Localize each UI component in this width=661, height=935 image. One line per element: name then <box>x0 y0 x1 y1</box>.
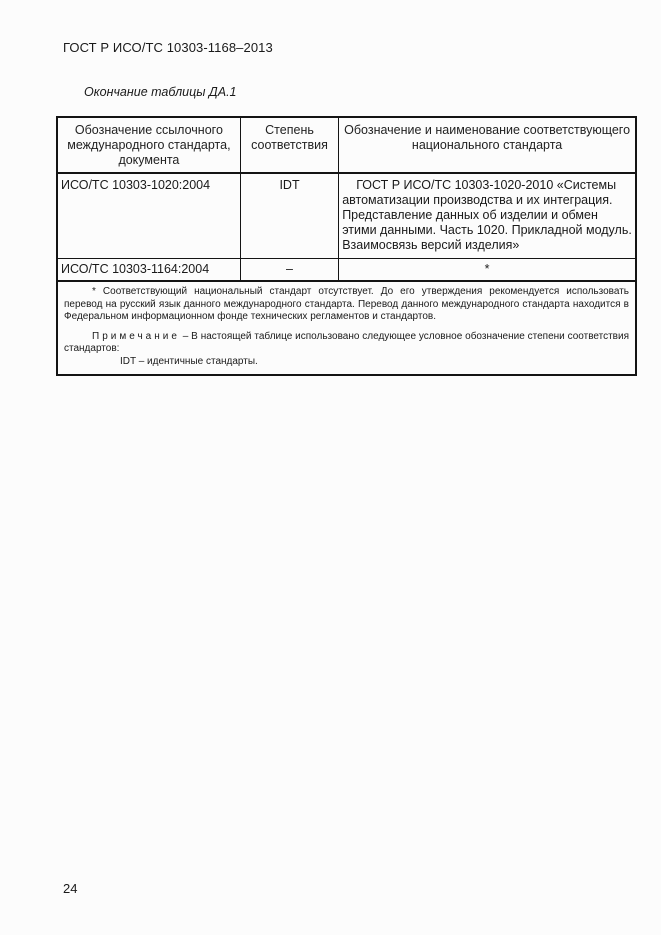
cell-intl-standard: ИСО/ТС 10303-1020:2004 <box>57 173 240 259</box>
table-row <box>57 173 636 259</box>
document-code-header: ГОСТ Р ИСО/ТС 10303-1168–2013 <box>63 40 273 55</box>
cell-intl-standard: ИСО/ТС 10303-1164:2004 <box>57 259 240 282</box>
column-header-national-standard: Обозначение и наименование соответствующего национального стандарта <box>339 117 636 173</box>
cell-degree: – <box>240 259 338 282</box>
footnote-text: * Соответствующий национальный стандарт отсутствует. До его утверждения рекомендуется использовать перевод на русский язык данного международного стандарта. Перевод данного международного стандарта находится в Федеральном информационном фонде технических регламентов и стандартов. <box>64 286 629 322</box>
cell-national-standard: ГОСТ Р ИСО/ТС 10303-1020-2010 «Системы автоматизации производства и их интеграция. Представление данных об изделии и обмен этими данными. Часть 1020. Прикладной модуль. Взаимосвязь версий изделия» <box>339 173 636 259</box>
note-text: – В настоящей таблице использовано следующее условное обозначение степени соответствия стандартов: <box>64 330 629 354</box>
table-caption: Окончание таблицы ДА.1 <box>84 85 237 99</box>
table-notes-row <box>57 281 636 375</box>
column-header-degree: Степень соответствия <box>240 117 338 173</box>
standards-correspondence-table <box>56 116 637 376</box>
page-number: 24 <box>63 881 78 896</box>
note-item-idt: IDT – идентичные стандарты. <box>120 355 258 367</box>
table-row <box>57 259 636 282</box>
table-header-row <box>57 117 636 173</box>
cell-degree: IDT <box>240 173 338 259</box>
cell-national-standard: * <box>339 259 636 282</box>
note-paragraph <box>64 331 629 356</box>
note-label: Примечание <box>92 330 180 342</box>
table-notes-cell <box>57 281 636 375</box>
column-header-intl-standard: Обозначение ссылочного международного стандарта, документа <box>57 117 240 173</box>
